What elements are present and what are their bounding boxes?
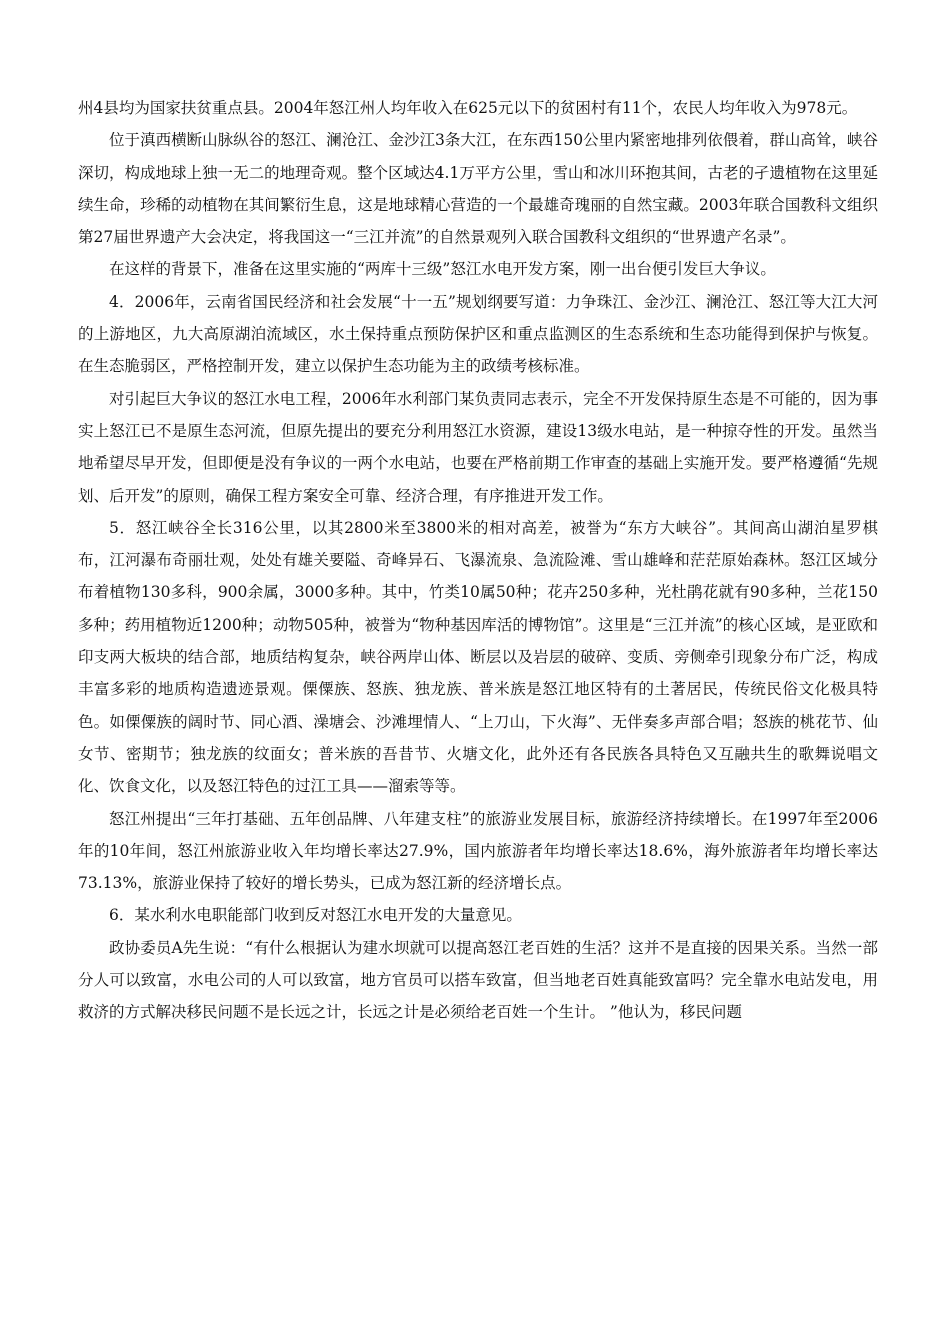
paragraph-4: 4．2006年，云南省国民经济和社会发展“十一五”规划纲要写道：力争珠江、金沙江、澜沧江、怒江等大江大河的上游地区，九大高原湖泊流域区，水土保持重点预防保护区和重点监测区的生态系统和生态功能得到保护与恢复。在生态脆弱区，严格控制开发，建立以保护生态功能为主的政绩考核标准。 bbox=[78, 292, 878, 376]
paragraph-9: 政协委员A先生说：“有什么根据认为建水坝就可以提高怒江老百姓的生活？这并不是直接的因果关系。当然一部分人可以致富，水电公司的人可以致富，地方官员可以搭车致富，但当地老百姓真能致富吗？完全靠水电站发电，用救济的方式解决移民问题不是长远之计，长远之计是必须给老百姓一个生计。 ”他认为，移民问题 bbox=[78, 938, 878, 1022]
paragraph-1: 州4县均为国家扶贫重点县。2004年怒江州人均年收入在625元以下的贫困村有11个，农民人均年收入为978元。 bbox=[78, 99, 858, 117]
paragraph-8: 6．某水利水电职能部门收到反对怒江水电开发的大量意见。 bbox=[109, 906, 522, 925]
document-page bbox=[78, 92, 878, 1029]
paragraph-7: 怒江州提出“三年打基础、五年创品牌、八年建支柱”的旅游业发展目标，旅游经济持续增长。在1997年至2006年的10年间，怒江州旅游业收入年均增长率达27.9%，国内旅游者年均增长率达18.6%，海外旅游者年均增长率达73.13%，旅游业保持了较好的增长势头，已成为怒江新的经济增长点。 bbox=[78, 809, 878, 893]
paragraph-2: 位于滇西横断山脉纵谷的怒江、澜沧江、金沙江3条大江，在东西150公里内紧密地排列依偎着，群山高耸，峡谷深切，构成地球上独一无二的地理奇观。整个区域达4.1万平方公里，雪山和冰川环抱其间，古老的孑遗植物在这里延续生命，珍稀的动植物在其间繁衍生息，这是地球精心营造的一个最雄奇瑰丽的自然宝藏。2003年联合国教科文组织第27届世界遗产大会决定，将我国这一“三江并流”的自然景观列入联合国教科文组织的“世界遗产名录”。 bbox=[78, 131, 878, 247]
paragraph-5: 对引起巨大争议的怒江水电工程，2006年水利部门某负责同志表示，完全不开发保持原生态是不可能的，因为事实上怒江已不是原生态河流，但原先提出的要充分利用怒江水资源，建设13级水电站，是一种掠夺性的开发。虽然当地希望尽早开发，但即便是没有争议的一两个水电站，也要在严格前期工作审查的基础上实施开发。要严格遵循“先规划、后开发”的原则，确保工程方案安全可靠、经济合理，有序推进开发工作。 bbox=[78, 389, 878, 505]
paragraph-6: 5．怒江峡谷全长316公里，以其2800米至3800米的相对高差，被誉为“东方大峡谷”。其间高山湖泊星罗棋布，江河瀑布奇丽壮观，处处有雄关要隘、奇峰异石、飞瀑流泉、急流险滩、雪山雄峰和茫茫原始森林。怒江区域分布着植物130多科，900余属，3000多种。其中，竹类10属50种；花卉250多种，光杜鹃花就有90多种，兰花150多种；药用植物近1200种；动物505种，被誉为“物种基因库活的博物馆”。这里是“三江并流”的核心区域，是亚欧和印支两大板块的结合部，地质结构复杂，峡谷两岸山体、断层以及岩层的破碎、变质、旁侧牵引现象分布广泛，构成丰富多彩的地质构造遗迹景观。傈僳族、怒族、独龙族、普米族是怒江地区特有的土著居民，传统民俗文化极具特色。如傈僳族的阔时节、同心酒、澡塘会、沙滩埋情人、“上刀山，下火海”、无伴奏多声部合唱；怒族的桃花节、仙女节、密期节；独龙族的纹面女；普米族的吾昔节、火塘文化，此外还有各民族各具特色又互融共生的歌舞说唱文化、饮食文化，以及怒江特色的过江工具——溜索等等。 bbox=[78, 518, 878, 796]
paragraph-3: 在这样的背景下，准备在这里实施的“两库十三级”怒江水电开发方案，刚一出台便引发巨大争议。 bbox=[109, 260, 776, 279]
